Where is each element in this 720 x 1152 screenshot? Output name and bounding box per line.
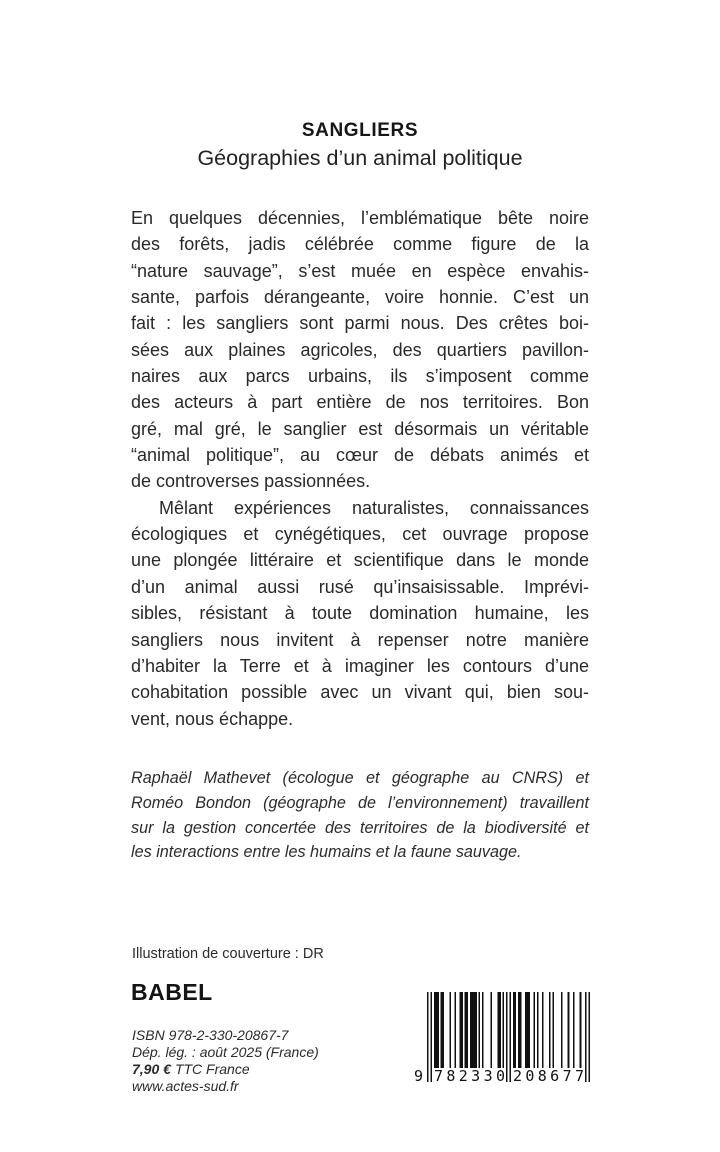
barcode-digit: 8	[446, 1067, 456, 1085]
author-note	[131, 766, 589, 865]
synopsis-line: Mêlant expériences naturalistes, connaissances	[159, 497, 589, 518]
barcode-digit: 3	[471, 1067, 481, 1085]
price-suffix: TTC France	[174, 1060, 250, 1077]
barcode-digit: 7	[562, 1067, 572, 1085]
barcode-digit: 0	[495, 1067, 505, 1085]
synopsis-line: des forêts, jadis célébrée comme figure de la	[131, 234, 589, 255]
barcode-digit-group-2	[513, 1068, 584, 1085]
synopsis-line: “nature sauvage”, s’est muée en espèce envahis-	[131, 260, 589, 281]
barcode-digit: 3	[483, 1067, 493, 1085]
deposit-line: Dép. lég. : août 2025 (France)	[132, 1043, 319, 1060]
colophon	[132, 1027, 319, 1095]
barcode	[413, 992, 590, 1088]
illustration-credit: Illustration de couverture : DR	[132, 946, 324, 962]
synopsis-line: sibles, résistant à toute domination humaine, les	[131, 603, 589, 624]
barcode-digit: 2	[458, 1067, 468, 1085]
synopsis-line: vent, nous échappe.	[131, 708, 294, 729]
synopsis-line: des acteurs à part entière de nos territoires. Bon	[131, 392, 589, 413]
author-note-line: Roméo Bondon (géographe de l’environnement) travaillent	[131, 793, 589, 812]
synopsis-line: sante, parfois dérangeante, voire honnie. C’est un	[131, 287, 589, 308]
page-subtitle: Géographies d’un animal politique	[197, 146, 523, 170]
synopsis-line: “animal politique”, au cœur de débats animés et	[131, 445, 589, 466]
publisher-logo: BABEL	[131, 979, 213, 1005]
synopsis-line: écologiques et cynégétiques, cet ouvrage propose	[131, 524, 589, 545]
author-note-line: Raphaël Mathevet (écologue et géographe au CNRS) et	[131, 769, 589, 787]
price-line	[132, 1061, 319, 1078]
page-title: SANGLIERS	[301, 120, 419, 141]
synopsis-line: fait : les sangliers sont parmi nous. Des crêtes boi-	[131, 313, 589, 334]
synopsis-line: sangliers nous invitent à repenser notre manière	[131, 629, 589, 650]
synopsis-line: naires aux parcs urbains, ils s’imposent comme	[131, 366, 589, 387]
barcode-digit: 7	[434, 1067, 444, 1085]
barcode-digit: 7	[574, 1067, 584, 1085]
isbn-line: ISBN 978-2-330-20867-7	[132, 1027, 289, 1043]
synopsis-line: d’habiter la Terre et à imaginer les contours d’une	[131, 655, 589, 676]
barcode-digit: 8	[537, 1067, 547, 1085]
synopsis-line: sées aux plaines agricoles, des quartiers pavillon-	[131, 339, 589, 360]
barcode-digit: 0	[525, 1067, 535, 1085]
author-note-line: sur la gestion concertée des territoires de la biodiversité et	[131, 818, 589, 837]
synopsis	[131, 205, 589, 732]
barcode-digit: 2	[513, 1067, 523, 1085]
synopsis-line: En quelques décennies, l’emblématique bête noire	[131, 208, 589, 228]
barcode-digit-left: 9	[408, 1068, 423, 1085]
synopsis-line: cohabitation possible avec un vivant qui, bien sou-	[131, 682, 589, 703]
title-block	[131, 119, 589, 172]
author-note-line: les interactions entre les humains et la faune sauvage.	[131, 843, 522, 862]
price-value: 7,90 €	[132, 1060, 171, 1077]
synopsis-line: une plongée littéraire et scientifique dans le monde	[131, 550, 589, 571]
synopsis-line: d’un animal aussi rusé qu’insaisissable. Imprévi-	[131, 576, 589, 597]
barcode-digit: 6	[550, 1067, 560, 1085]
website-line: www.actes-sud.fr	[132, 1077, 239, 1094]
synopsis-line: gré, mal gré, le sanglier est désormais un véritable	[131, 418, 589, 439]
barcode-digit-group-1	[434, 1068, 505, 1085]
synopsis-line: de controverses passionnées.	[131, 471, 371, 492]
